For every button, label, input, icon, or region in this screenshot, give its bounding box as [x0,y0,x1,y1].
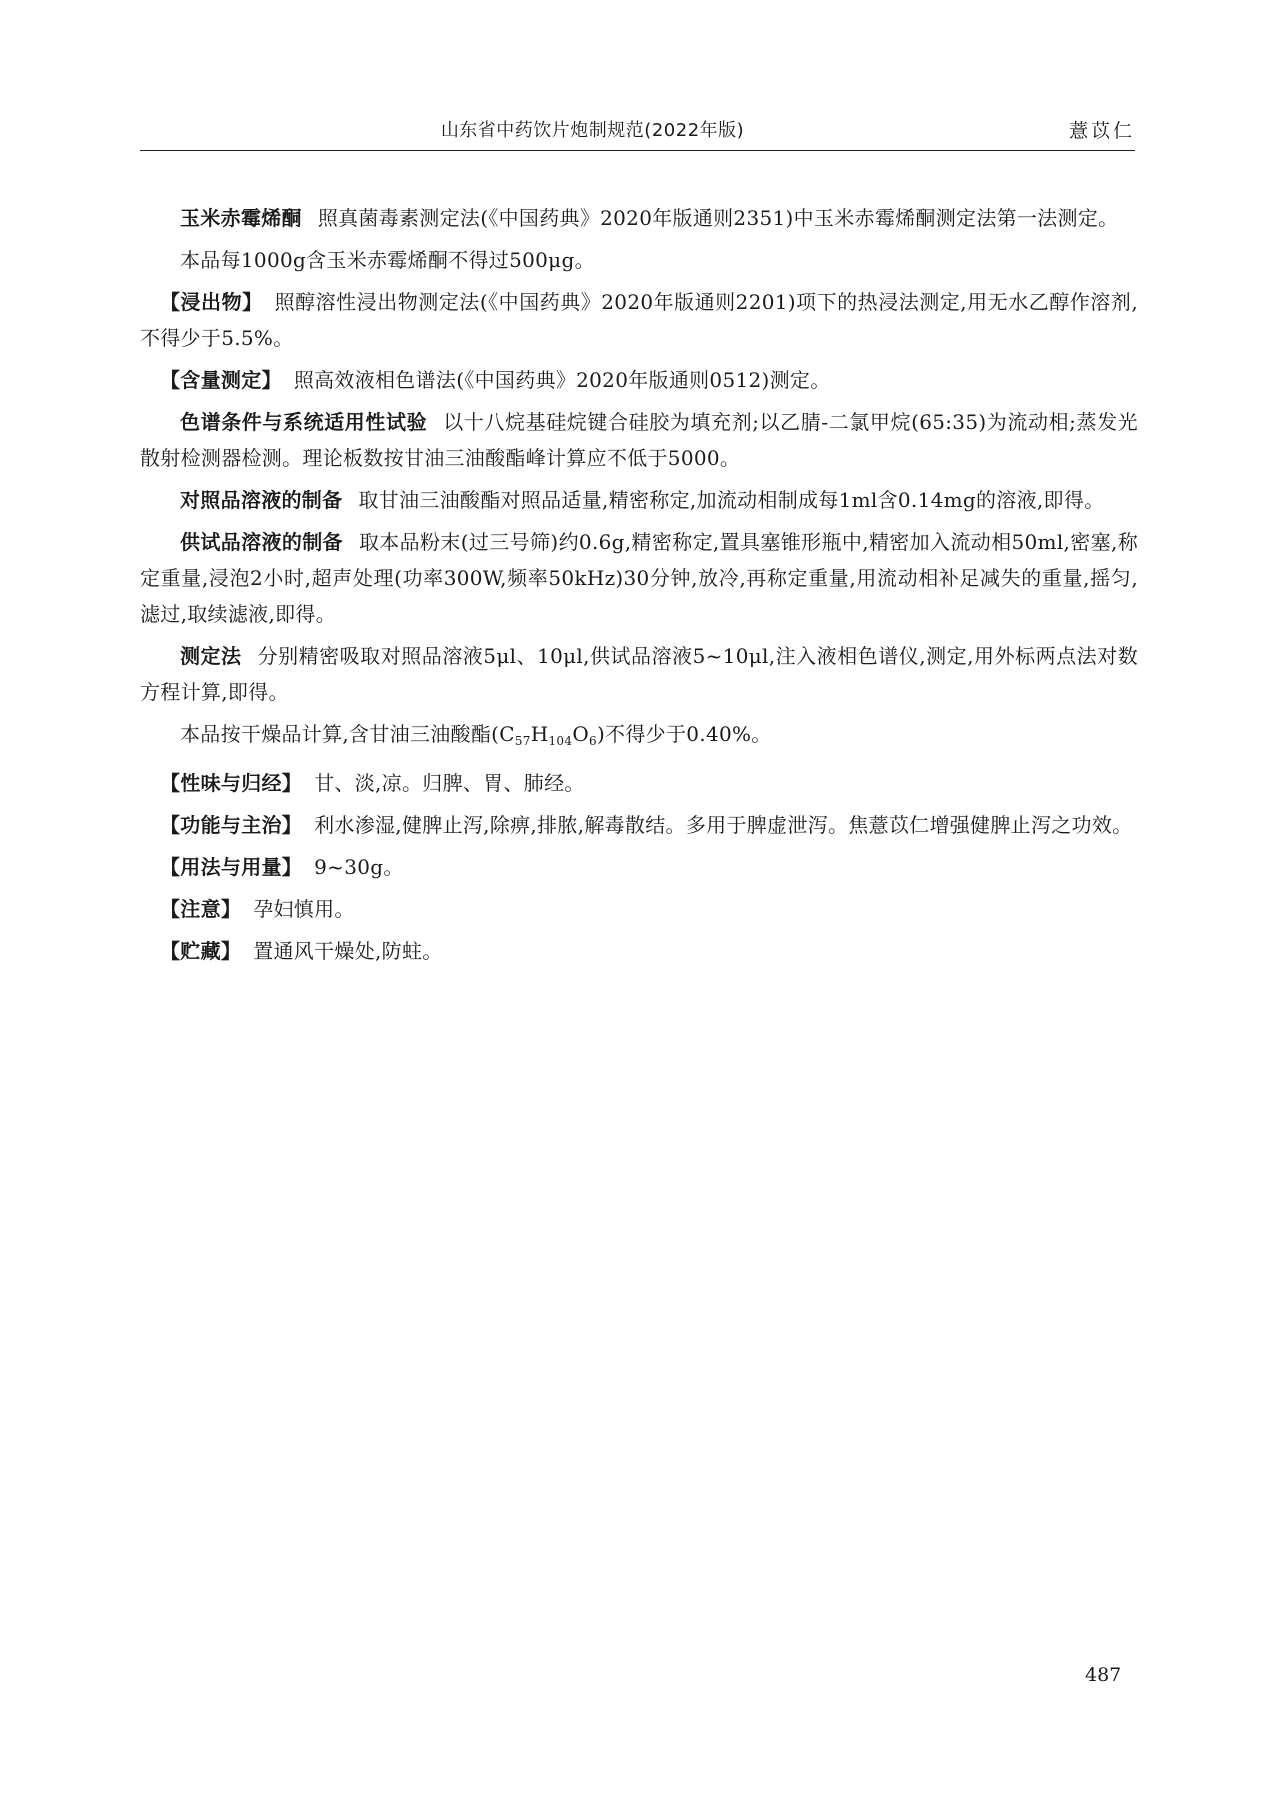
text-caution: 孕妇慎用。 [253,897,355,921]
formula-c: C [499,722,515,746]
paragraph-reference-solution [140,482,1138,518]
paragraph-caution [140,891,1138,927]
section-property: 【性味与归经】 [160,771,303,795]
section-function: 【功能与主治】 [160,813,303,837]
paragraph-storage [140,933,1138,969]
section-extract: 【浸出物】 [160,290,263,314]
section-caution: 【注意】 [160,897,242,921]
paragraph-test-solution [140,524,1138,632]
page-body [140,200,1138,975]
formula-o-sub: 6 [589,734,597,748]
text-chromatographic-conditions: 以十八烷基硅烷键合硅胶为填充剂;以乙腈-二氯甲烷(65:35)为流动相;蒸发光散射检测器检测。理论板数按甘油三油酸酯峰计算应不低于5000。 [140,410,1138,470]
formula-c-sub: 57 [514,734,531,748]
paragraph-zearalenone [140,200,1138,236]
page-header [140,110,1135,151]
text-test-solution: 取本品粉末(过三号筛)约0.6g,精密称定,置具塞锥形瓶中,精密加入流动相50ml,密塞,称定重量,浸泡2小时,超声处理(功率300W,频率50kHz)30分钟,放冷,再称定重量,用流动相补足减失的重量,摇匀,滤过,取续滤液,即得。 [140,530,1138,626]
text-zearalenone: 照真菌毒素测定法(《中国药典》2020年版通则2351)中玉米赤霉烯酮测定法第一法测定。 [317,206,1119,230]
paragraph-assay-limit [140,716,1138,759]
term-chromatographic-conditions: 色谱条件与系统适用性试验 [180,410,428,434]
assay-limit-prefix: 本品按干燥品计算,含甘油三油酸酯( [180,722,500,746]
paragraph-dosage [140,849,1138,885]
running-head: 薏苡仁 [1068,120,1135,142]
paragraph-assay [140,362,1138,398]
section-storage: 【贮藏】 [160,939,242,963]
formula-o: O [572,722,590,746]
term-procedure: 测定法 [180,644,242,668]
term-test-solution: 供试品溶液的制备 [180,530,343,554]
section-assay: 【含量测定】 [160,368,282,392]
formula-h: H [530,722,549,746]
text-assay: 照高效液相色谱法(《中国药典》2020年版通则0512)测定。 [293,368,831,392]
page-number: 487 [1085,1664,1122,1686]
paragraph-function [140,807,1138,843]
text-zearalenone-limit: 本品每1000g含玉米赤霉烯酮不得过500μg。 [180,248,595,272]
text-storage: 置通风干燥处,防蛀。 [253,939,443,963]
paragraph-property [140,765,1138,801]
text-property: 甘、淡,凉。归脾、胃、肺经。 [314,771,585,795]
section-dosage: 【用法与用量】 [160,855,303,879]
book-title: 山东省中药饮片炮制规范(2022年版) [440,120,745,141]
text-procedure: 分别精密吸取对照品溶液5μl、10μl,供试品溶液5~10μl,注入液相色谱仪,测定,用外标两点法对数方程计算,即得。 [140,644,1138,704]
text-reference-solution: 取甘油三油酸酯对照品适量,精密称定,加流动相制成每1ml含0.14mg的溶液,即得。 [358,488,1105,512]
term-reference-solution: 对照品溶液的制备 [180,488,343,512]
formula-h-sub: 104 [548,734,573,748]
term-zearalenone: 玉米赤霉烯酮 [180,206,302,230]
paragraph-extract [140,284,1138,356]
text-dosage: 9~30g。 [314,855,404,879]
text-function: 利水渗湿,健脾止泻,除痹,排脓,解毒散结。多用于脾虚泄泻。焦薏苡仁增强健脾止泻之功效。 [314,813,1133,837]
paragraph-zearalenone-limit [140,242,1138,278]
paragraph-procedure [140,638,1138,710]
text-extract: 照醇溶性浸出物测定法(《中国药典》2020年版通则2201)项下的热浸法测定,用无水乙醇作溶剂,不得少于5.5%。 [140,290,1138,350]
paragraph-chromatographic-conditions [140,404,1138,476]
assay-limit-suffix: )不得少于0.40%。 [596,722,772,746]
